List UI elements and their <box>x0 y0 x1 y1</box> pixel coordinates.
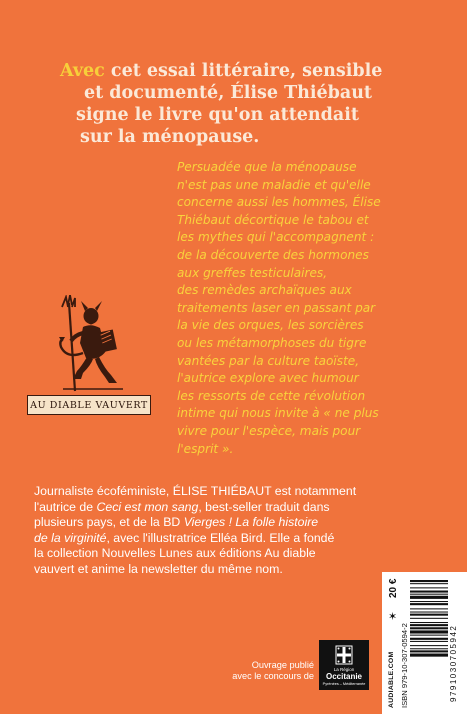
region-name: Occitanie <box>325 672 362 681</box>
bio-text: , best-seller traduit dans <box>198 499 330 514</box>
barcode-bar <box>410 583 448 584</box>
barcode-bar <box>410 622 448 623</box>
barcode-bar <box>410 612 448 613</box>
barcode-bar <box>410 635 448 636</box>
barcode-bar <box>410 630 448 633</box>
bio-line <box>34 515 379 531</box>
barcode-bar <box>410 638 448 640</box>
hook-highlight: Avec <box>60 61 105 81</box>
barcode-bar <box>410 648 448 649</box>
synopsis-paragraph <box>177 159 462 458</box>
barcode-bar <box>410 596 448 599</box>
barcode-bar <box>410 624 448 626</box>
occitan-cross-icon <box>325 645 363 665</box>
barcode-bar <box>410 603 448 605</box>
devil-reading-icon <box>53 295 129 393</box>
barcode-bar <box>410 587 448 588</box>
bio-line: Journaliste écoféministe, ÉLISE THIÉBAUT est notamment <box>34 484 357 498</box>
book-title: Ceci est mon sang <box>96 499 199 514</box>
barcode-bar <box>410 627 448 629</box>
region-sub-label: Pyrénées – Méditerranée <box>322 682 366 686</box>
support-line: Ouvrage publié <box>251 660 314 670</box>
hook-line-3: signe le livre qu'on attendait <box>76 105 359 125</box>
bio-line <box>34 500 379 516</box>
support-line: avec le concours de <box>232 671 314 681</box>
author-bio <box>34 484 379 578</box>
publisher-logo-label <box>27 395 151 415</box>
barcode-bar <box>410 650 448 652</box>
bio-line <box>34 531 379 547</box>
bio-line: vauvert et anime la newsletter du même nom. <box>34 561 283 576</box>
barcode-bar <box>410 608 448 609</box>
publisher-website: AUDIABLE.COM <box>388 651 395 708</box>
synopsis-line: vivre pour l'espèce, mais pour <box>177 423 361 438</box>
barcode <box>410 580 448 704</box>
region-small-label: La Région <box>333 667 355 672</box>
bio-text: , avec l'illustratrice Elléa Bird. Elle a fondé <box>106 530 335 545</box>
synopsis-line: l'autrice explore avec humour <box>177 371 359 386</box>
barcode-bar <box>410 654 448 657</box>
book-title: de la virginité <box>34 530 107 545</box>
book-title: Vierges ! La folle histoire <box>183 515 319 530</box>
bio-text: plusieurs pays, et de la BD <box>34 515 184 530</box>
synopsis-line: de la découverte des hormones <box>177 247 369 262</box>
barcode-bar <box>410 645 448 646</box>
synopsis-line: Persuadée que la ménopause <box>177 160 357 174</box>
synopsis-line: des remèdes archaïques aux <box>177 283 352 298</box>
hook-line-2: et documenté, Élise Thiébaut <box>84 83 372 103</box>
synopsis-line: concerne aussi les hommes, Élise <box>177 195 381 210</box>
region-occitanie-logo <box>319 640 369 690</box>
bio-text: l'autrice de <box>34 499 97 514</box>
synopsis-line: les ressorts de cette révolution <box>177 388 366 403</box>
hook-line-4: sur la ménopause. <box>80 127 260 147</box>
publisher-logo <box>27 295 157 415</box>
support-notice <box>228 660 314 682</box>
synopsis-line: aux greffes testiculaires, <box>177 265 328 280</box>
barcode-bar <box>410 618 448 619</box>
publisher-name: AU DIABLE VAUVERT <box>30 400 148 411</box>
synopsis-line: Thiébaut décortique le tabou et <box>177 212 369 227</box>
synopsis-line: les mythes qui l'accompagnent : <box>177 230 375 245</box>
synopsis-line: la vie des orques, les sorcières <box>177 318 364 333</box>
hook-paragraph <box>60 60 420 148</box>
barcode-bar <box>410 614 448 616</box>
barcode-bar <box>410 641 448 642</box>
synopsis-line: l'esprit ». <box>177 441 234 456</box>
price-label: 20 € <box>388 578 399 598</box>
hook-line-1 <box>60 60 420 82</box>
synopsis-line: intime qui nous invite à « ne plus <box>177 406 379 421</box>
isbn-label: ISBN 979-10-307-0594-2 <box>400 623 409 708</box>
bio-line: la collection Nouvelles Lunes aux éditions Au diable <box>34 546 316 561</box>
synopsis-line: n'est pas une maladie et qu'elle <box>177 177 371 192</box>
barcode-bar <box>410 591 448 593</box>
synopsis-line: ou les métamorphoses du tigre <box>177 335 367 350</box>
barcode-bar <box>410 601 448 602</box>
synopsis-line: traitements laser en passant par <box>177 300 376 315</box>
diable-star-icon: ✶ <box>388 610 398 623</box>
ean-digits: 9791030705942 <box>449 624 458 702</box>
barcode-panel <box>382 572 467 714</box>
barcode-bar <box>410 580 448 582</box>
barcode-bar <box>410 594 448 595</box>
synopsis-line: vantées par la culture taoïste, <box>177 353 360 368</box>
hook-line-1-rest: cet essai littéraire, sensible <box>104 61 383 81</box>
